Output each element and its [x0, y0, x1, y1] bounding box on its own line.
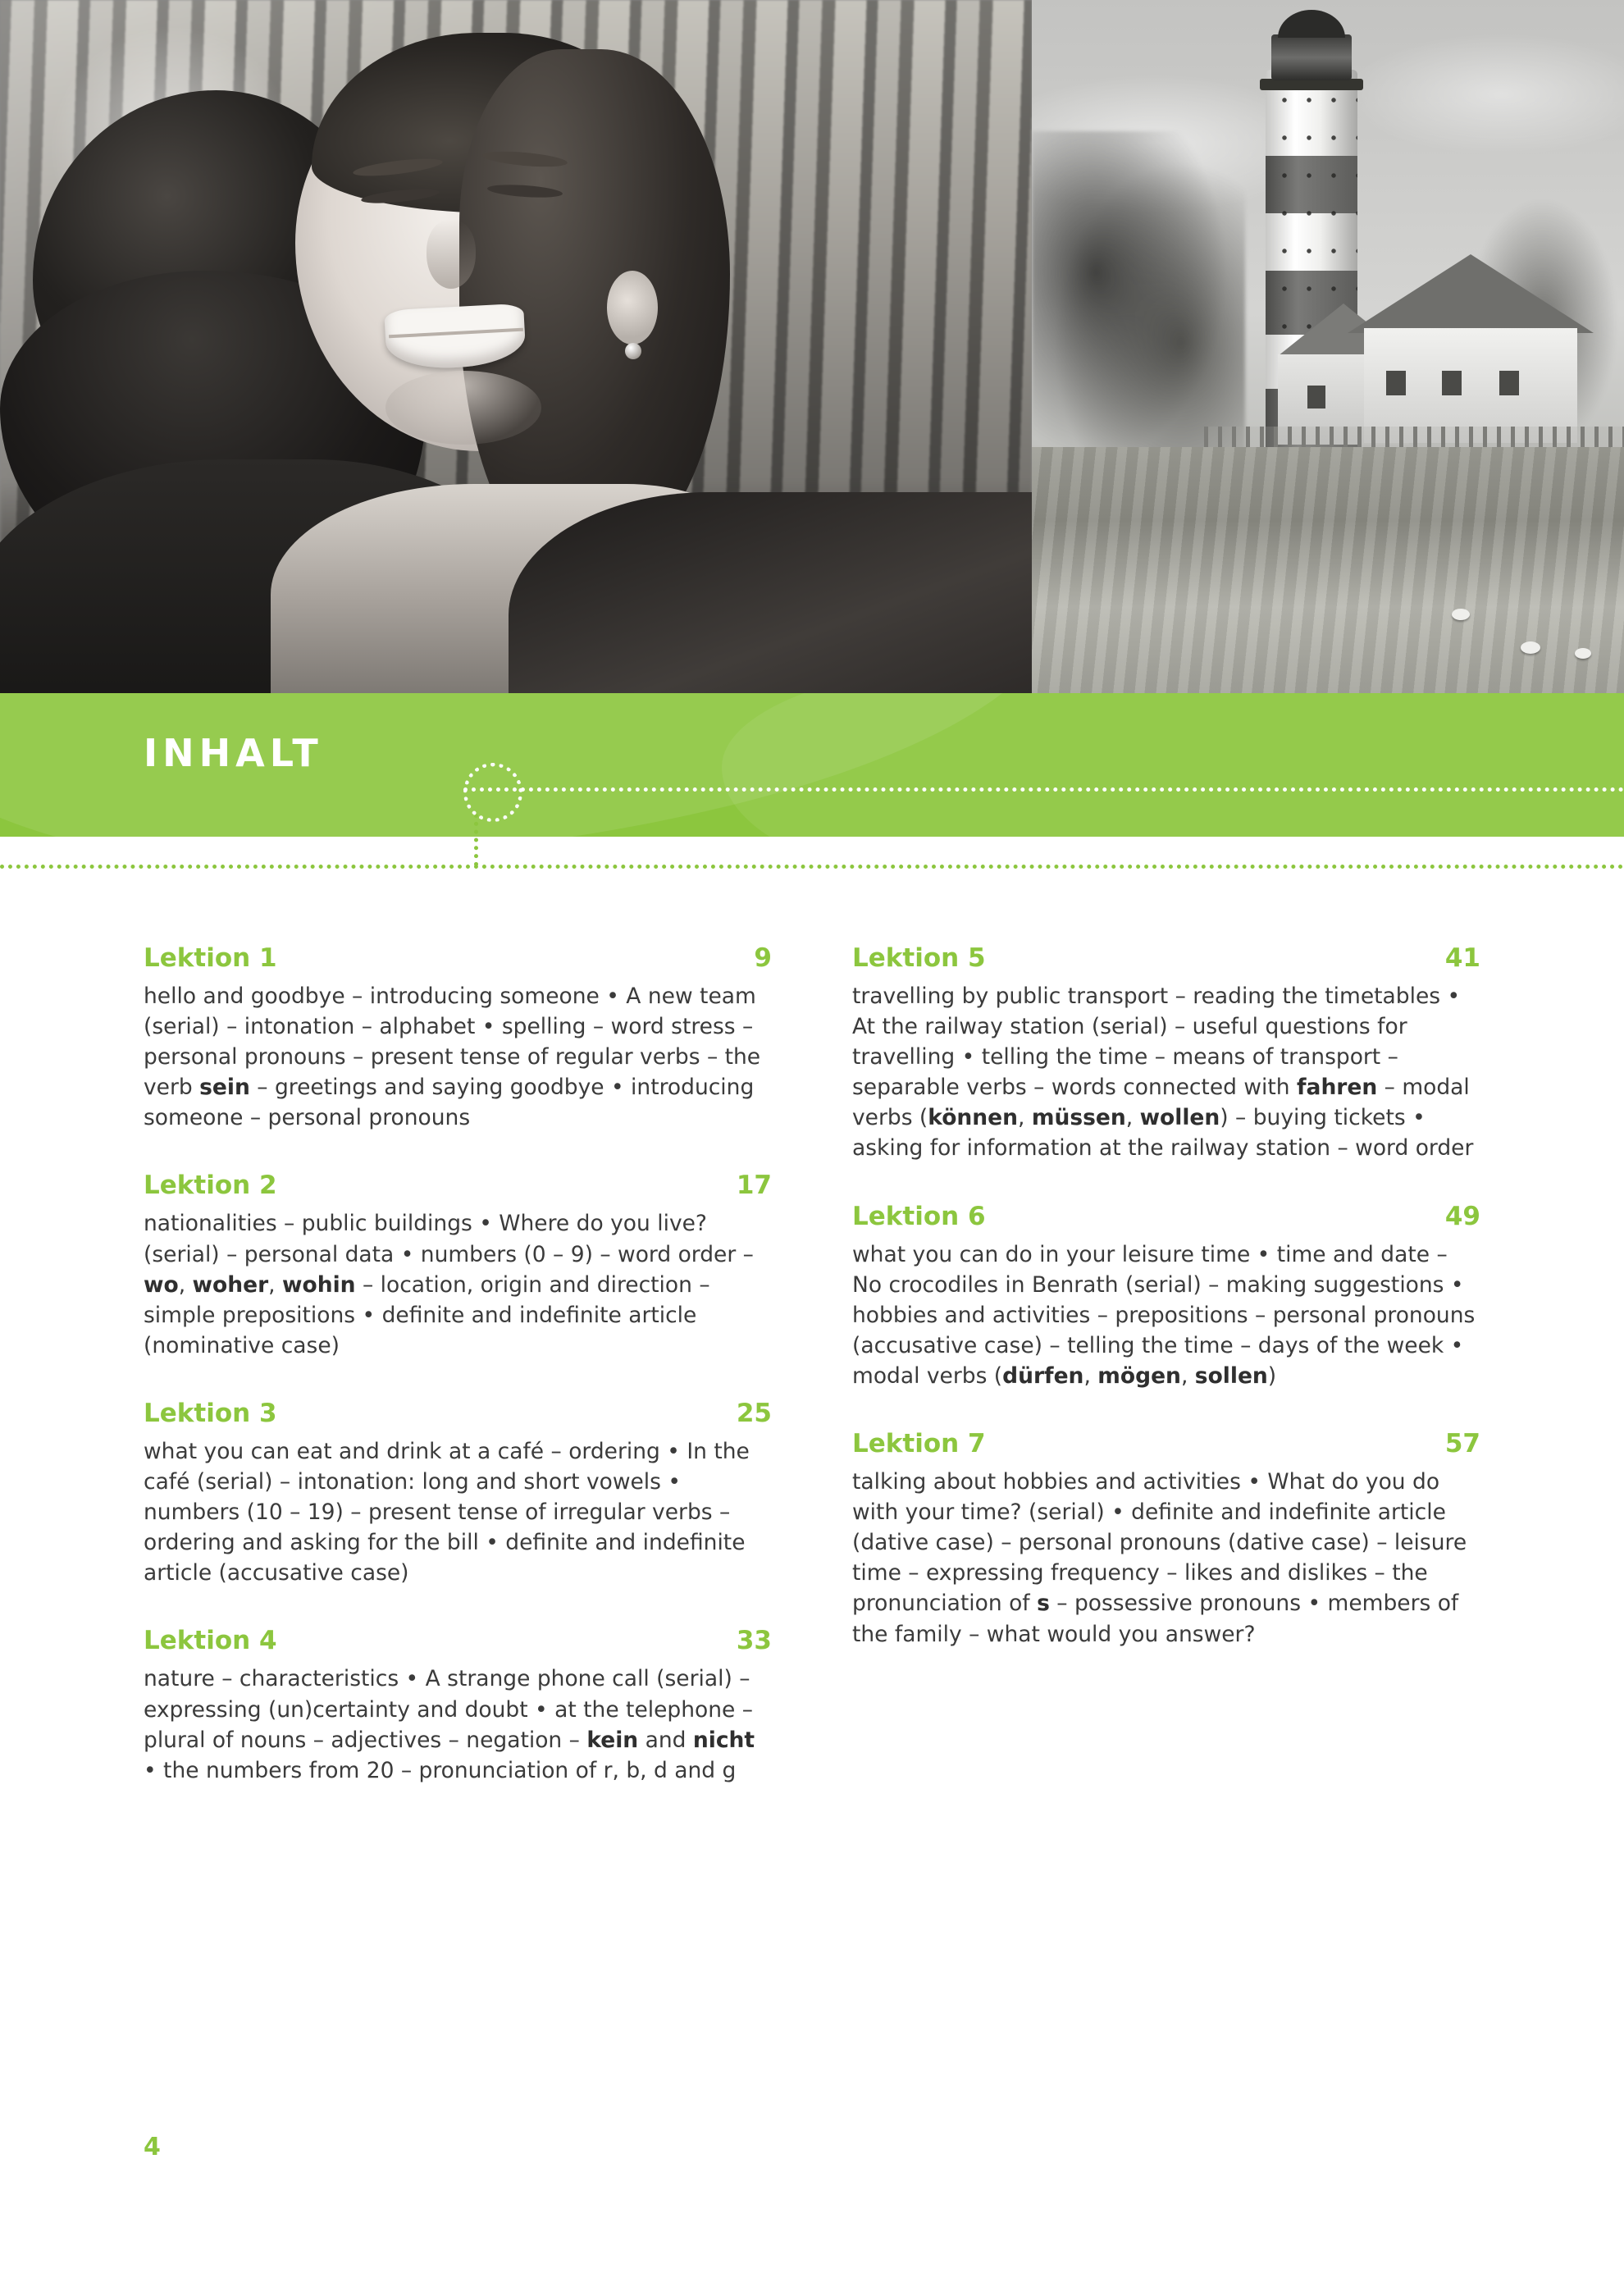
toc-entry-label: Lektion 7: [852, 1429, 986, 1459]
toc-entry-label: Lektion 1: [144, 943, 277, 973]
house-roof: [1348, 254, 1594, 333]
toc-entry-page: 9: [754, 943, 772, 973]
sheep-1: [1452, 609, 1470, 620]
field-texture: [1032, 447, 1624, 693]
earring: [625, 343, 641, 359]
toc-entry-head: [144, 943, 772, 973]
table-of-contents: [0, 943, 1624, 1823]
side-house-window: [1307, 386, 1325, 409]
toc-column-left: [144, 943, 772, 1823]
toc-entry-page: 17: [736, 1171, 772, 1201]
toc-entry-page: 41: [1444, 943, 1480, 973]
page-number: 4: [144, 2133, 161, 2161]
toc-entry-description: travelling by public transport – reading the timetables • At the railway station (serial) – useful questions for travelling • telling the time – means of transport – separable verbs – words connected with fahren – modal verbs (können, müssen, wollen) – buying tickets • asking for information at the railway station – word order: [852, 984, 1474, 1162]
house-window-2: [1442, 371, 1462, 395]
toc-entry-description: hello and goodbye – introducing someone • A new team (serial) – intonation – alphabet • spelling – word stress – personal pronouns – present tense of regular verbs – the verb sein – greetings and saying goodbye • introducing someone – personal pronouns: [144, 984, 761, 1131]
toc-entry[interactable]: [144, 943, 772, 1133]
dotted-ring-decoration: [463, 763, 522, 822]
band-decoration-2: [722, 693, 1624, 837]
toc-entry-description: talking about hobbies and activities • What do you do with your time? (serial) • definite and indefinite article (dative case) – personal pronouns (dative case) – leisure time – expressing frequency – likes and dislikes – the pronunciation of s – possessive pronouns • members of the family – what would you answer?: [852, 1469, 1467, 1647]
toc-entry-page: 57: [1444, 1429, 1480, 1459]
photo-two-women: [0, 0, 1032, 693]
lighthouse-lamp: [1271, 34, 1352, 80]
toc-entry-head: [852, 1202, 1480, 1231]
house-window-1: [1386, 371, 1406, 395]
chin: [385, 371, 541, 445]
toc-column-right: [852, 943, 1480, 1823]
ear: [607, 271, 658, 345]
dotted-line-green: [0, 865, 1624, 869]
toc-entry-label: Lektion 3: [144, 1398, 277, 1428]
toc-entry-page: 33: [736, 1626, 772, 1656]
toc-columns: [0, 943, 1624, 1823]
toc-entry-page: 49: [1444, 1201, 1480, 1231]
toc-entry-label: Lektion 5: [852, 943, 986, 973]
toc-entry[interactable]: [852, 1429, 1480, 1650]
house-window-3: [1499, 371, 1519, 395]
toc-entry-page: 25: [736, 1398, 772, 1428]
toc-entry-head: [852, 1429, 1480, 1458]
toc-entry-description: what you can eat and drink at a café – ordering • In the café (serial) – intonation: long and short vowels • numbers (10 – 19) – present tense of irregular verbs – ordering and asking for the bill • definite and indefinite article (accusative case): [144, 1438, 750, 1586]
toc-entry-label: Lektion 2: [144, 1171, 277, 1201]
toc-entry[interactable]: [852, 943, 1480, 1164]
toc-entry-description: nationalities – public buildings • Where do you live? (serial) – personal data • numbers (0 – 9) – word order – wo, woher, wohin – location, origin and direction – simple prepositions • definite and indefinite article (nominative case): [144, 1211, 754, 1358]
toc-entry-description: what you can do in your leisure time • time and date – No crocodiles in Benrath (serial) – making suggestions • hobbies and activities – prepositions – personal pronouns (accusative case) – telling the time – days of the week • modal verbs (dürfen, mögen, sollen): [852, 1241, 1476, 1389]
jacket: [509, 492, 1032, 693]
toc-entry-head: [144, 1626, 772, 1655]
dotted-connector: [474, 814, 478, 866]
sheep-3: [1575, 648, 1591, 659]
photo-band: [0, 0, 1624, 693]
dotted-line-white: [463, 787, 1624, 792]
section-header-band: [0, 693, 1624, 837]
toc-entry[interactable]: [144, 1171, 772, 1360]
sheep-2: [1521, 641, 1540, 654]
tower-gallery: [1260, 79, 1363, 90]
photo-lighthouse: [1032, 0, 1624, 693]
page-title: INHALT: [144, 731, 323, 775]
toc-entry-head: [852, 943, 1480, 973]
toc-entry-head: [144, 1171, 772, 1200]
toc-entry-head: [144, 1399, 772, 1428]
toc-entry-label: Lektion 4: [144, 1626, 277, 1656]
toc-entry[interactable]: [144, 1399, 772, 1588]
nose: [427, 220, 476, 289]
toc-entry-label: Lektion 6: [852, 1201, 986, 1231]
toc-entry[interactable]: [144, 1626, 772, 1785]
toc-entry[interactable]: [852, 1202, 1480, 1391]
toc-entry-description: nature – characteristics • A strange phone call (serial) – expressing (un)certainty and doubt • at the telephone – plural of nouns – adjectives – negation – kein and nicht • the numbers from 20 – pronunciation of r, b, d and g: [144, 1666, 755, 1783]
